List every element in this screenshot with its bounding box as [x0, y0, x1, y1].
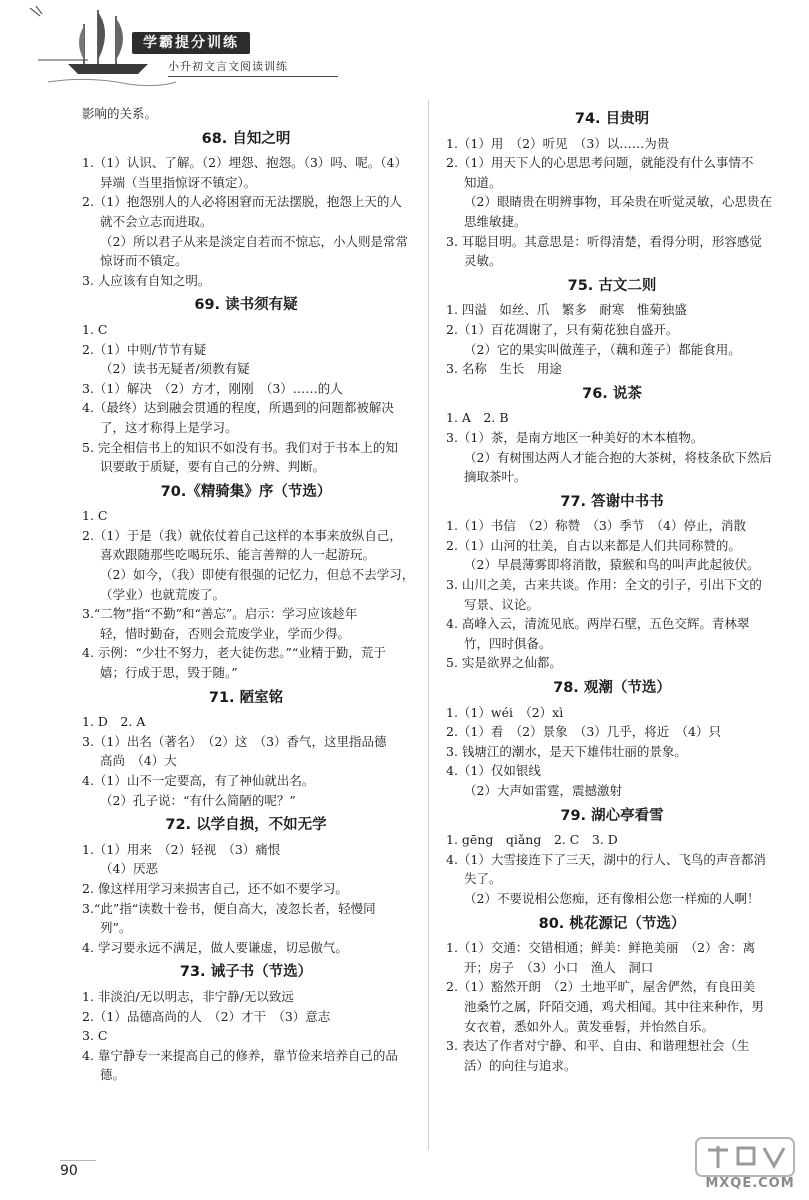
section-title: 73. 诫子书（节选）: [179, 964, 313, 981]
section-title: 77. 答谢中书书: [560, 493, 664, 510]
watermark-text: MXQE.COM: [705, 1176, 795, 1191]
section-title: 70.《精骑集》序（节选）: [160, 483, 332, 500]
section-title: 68. 自知之明: [201, 130, 291, 147]
answer-line: 3. 名称 生长 用途: [446, 361, 562, 377]
answer-line: 1.（1）用来 （2）轻视 （3）痛恨: [82, 841, 281, 857]
answer-line: 4. 示例：“少壮不努力，老大徒伤悲。”“业精于勤，荒于: [82, 645, 386, 661]
answer-line: 列”。: [100, 920, 132, 936]
answer-line: （学业）也就荒废了。: [100, 586, 226, 602]
page-header: [0, 0, 809, 100]
answer-line: 高尚 （4）大: [100, 753, 177, 769]
answer-line: 5. 完全相信书上的知识不如没有书。我们对于书本上的知: [82, 439, 398, 455]
answer-line: （2）有树围达两人才能合抱的大茶树，将枝条砍下然后: [464, 449, 772, 465]
section-title: 79. 湖心亭看雪: [560, 807, 664, 824]
answer-line: 4. 靠宁静专一来提高自己的修养，靠节俭来培养自己的品: [82, 1047, 398, 1063]
answer-line: 1.（1）wéi （2）xì: [446, 704, 564, 720]
answer-line: 思维敏捷。: [464, 213, 527, 229]
answer-line: 影响的关系。: [82, 106, 158, 121]
answer-line: 4. 学习要永远不满足，做人要谦虚，切忌傲气。: [82, 939, 348, 955]
answer-line: 4.（1）山不一定要高，有了神仙就出名。: [82, 773, 315, 788]
answer-line: 1. D 2. A: [82, 714, 146, 730]
answer-line: 开；房子 （3）小口 渔人 洞口: [464, 959, 654, 975]
answer-line: 3. 表达了作者对宁静、和平、自由、和谐理想社会（生: [446, 1038, 750, 1054]
answer-line: 2.（1）山河的壮美，自古以来都是人们共同称赞的。: [446, 537, 741, 553]
answer-line: 就不会立志而进取。: [100, 213, 213, 229]
section-title: 80. 桃花源记（节选）: [538, 915, 686, 932]
column-divider: [428, 100, 429, 1150]
answer-line: 3. 耳聪目明。其意思是：听得清楚，看得分明，形容感觉: [446, 233, 762, 249]
answer-line: 3. 钱塘江的潮水，是天下雄伟壮丽的景象。: [446, 743, 687, 759]
answer-line: 1. C: [82, 321, 108, 337]
answer-line: 1. C: [82, 508, 108, 524]
answer-line: 2.（1）中则/节节有疑: [82, 341, 207, 357]
book-title: 学霸提分训练: [132, 32, 250, 54]
answer-line: 2.（1）品德高尚的人 （2）才干 （3）意志: [82, 1008, 331, 1024]
answer-line: （2）不要说相公您痴，还有像相公您一样痴的人啊！: [464, 890, 760, 906]
answer-line: 3. 人应该有自知之明。: [82, 272, 211, 288]
answer-line: 2.（1）用天下人的心思思考问题，就能没有什么事情不: [446, 155, 754, 171]
answer-line: 4.（1）仅如银线: [446, 763, 541, 779]
section-title: 72. 以学自损，不如无学: [165, 817, 327, 834]
answer-line: 异端（当里指惊讶不镇定）。: [100, 174, 257, 190]
section-title: 75. 古文二则: [567, 277, 657, 294]
answer-line: （2）早晨薄雾即将消散，猿猴和鸟的叫声此起彼伏。: [464, 557, 760, 573]
answer-line: 1.（1）用 （2）听见 （3）以……为贵: [446, 135, 670, 151]
answer-line: 嬉；行成于思，毁于随。”: [100, 665, 238, 681]
answer-line: 1. 四溢 如丝、爪 繁多 耐寒 惟菊独盛: [446, 302, 687, 318]
answer-line: 失了。: [464, 871, 502, 887]
page-number: 90: [60, 1160, 96, 1179]
answer-line: 2.（1）于是（我）就依仗着自己这样的本事来放纵自己，: [82, 527, 402, 543]
answer-line: 灵敏。: [464, 253, 502, 269]
book-subtitle: 小升初文言文阅读训练: [168, 58, 338, 77]
answer-line: 3.（1）出名（著名） （2）这 （3）香气，这里指品德: [82, 733, 387, 749]
right-answer-column: [446, 104, 778, 1075]
section-title: 78. 观潮（节选）: [553, 680, 671, 697]
answer-line: 3.（1）解决 （2）方才，刚刚 （3）……的人: [82, 380, 343, 396]
answer-line: 知道。: [464, 174, 502, 190]
answer-line: 1. 非淡泊/无以明志，非宁静/无以致远: [82, 988, 294, 1004]
answer-line: 4. 高峰入云，清流见底。两岸石壁，五色交辉。青林翠: [446, 616, 750, 632]
answer-line: 活）的向往与追求。: [464, 1057, 577, 1073]
answer-line: 4.（1）大雪接连下了三天，湖中的行人、飞鸟的声音都消: [446, 851, 766, 867]
answer-line: 池桑竹之属，阡陌交通，鸡犬相闻。其中往来种作，男: [464, 998, 765, 1014]
answer-line: 5. 实是欲界之仙都。: [446, 655, 562, 671]
answer-line: 1. A 2. B: [446, 410, 509, 426]
answer-line: 识要敢于质疑，要有自己的分辨、判断。: [100, 459, 326, 475]
section-title: 76. 说茶: [582, 385, 642, 402]
answer-line: （2）孔子说：“有什么简陋的呢？”: [100, 792, 296, 808]
answer-line: （2）读书无疑者/须教有疑: [100, 361, 250, 377]
answer-line: 喜欢跟随那些吃喝玩乐、能言善辩的人一起游玩。: [100, 547, 376, 563]
answer-line: 1.（1）认识、了解。（2）埋怨、抱怨。（3）吗、呢。（4）: [82, 155, 407, 171]
answer-line: 3. 山川之美，古来共谈。作用：全文的引子，引出下文的: [446, 577, 762, 593]
answer-line: （2）眼睛贵在明辨事物，耳朵贵在听觉灵敏，心思贵在: [464, 194, 772, 210]
answer-line: 2.（1）百花凋谢了，只有菊花独自盛开。: [446, 321, 679, 337]
answer-line: 3.（1）茶，是南方地区一种美好的木本植物。: [446, 429, 704, 445]
answer-line: 写景、议论。: [464, 596, 540, 612]
answer-line: 1.（1）交通：交错相通；鲜美：鲜艳美丽 （2）舍：离: [446, 940, 756, 956]
answer-line: 女衣着，悉如外人。黄发垂髫，并怡然自乐。: [464, 1018, 715, 1034]
answer-line: 3. C: [82, 1028, 108, 1044]
answer-line: 3.“此”指“读数十卷书，便自高大，凌忽长者，轻慢同: [82, 900, 376, 916]
answer-line: （2）大声如雷霆，震撼激射: [464, 783, 622, 798]
answer-line: 德。: [100, 1067, 126, 1083]
answer-line: 2. 像这样用学习来损害自己，还不如不要学习。: [82, 880, 348, 896]
answer-line: （2）所以君子从来是淡定自若而不惊忘，小人则是常常: [100, 233, 408, 249]
section-title: 74. 目贵明: [574, 111, 650, 127]
answer-line: 惊讶而不镇定。: [100, 253, 188, 269]
left-answer-column: [82, 104, 415, 1085]
answer-line: 3.“二物”指“不勤”和“善忘”。启示：学习应该趁年: [82, 606, 358, 622]
answer-line: 竹，四时俱备。: [464, 635, 552, 651]
answer-line: 2.（1）抱怨别人的人必将困窘而无法摆脱，抱怨上天的人: [82, 194, 402, 210]
answer-line: 2.（1）豁然开朗 （2）土地平旷，屋舍俨然，有良田美: [446, 979, 756, 995]
section-title: 71. 陋室铭: [208, 689, 284, 706]
answer-line: 4.（最终）达到融会贯通的程度，所遇到的问题都被解决: [82, 400, 394, 416]
section-title: 69. 读书须有疑: [194, 297, 298, 314]
answer-line: 了，这才称得上是学习。: [100, 419, 238, 435]
answer-line: （4）厌恶: [100, 861, 158, 877]
answer-line: 2.（1）看 （2）景象 （3）几乎，将近 （4）只: [446, 724, 721, 740]
answer-line: 1. gēng qiǎng 2. C 3. D: [446, 832, 618, 848]
answer-line: 1.（1）书信 （2）称赞 （3）季节 （4）停止，消散: [446, 518, 746, 534]
answer-line: 摘取茶叶。: [464, 469, 527, 485]
answer-line: （2）它的果实叫做莲子，（藕和莲子）都能食用。: [464, 341, 741, 357]
answer-line: （2）如今，（我）即使有很强的记忆力，但总不去学习，: [100, 567, 415, 583]
answer-line: 轻，惜时勤奋，否则会荒废学业，学而少得。: [100, 625, 351, 641]
